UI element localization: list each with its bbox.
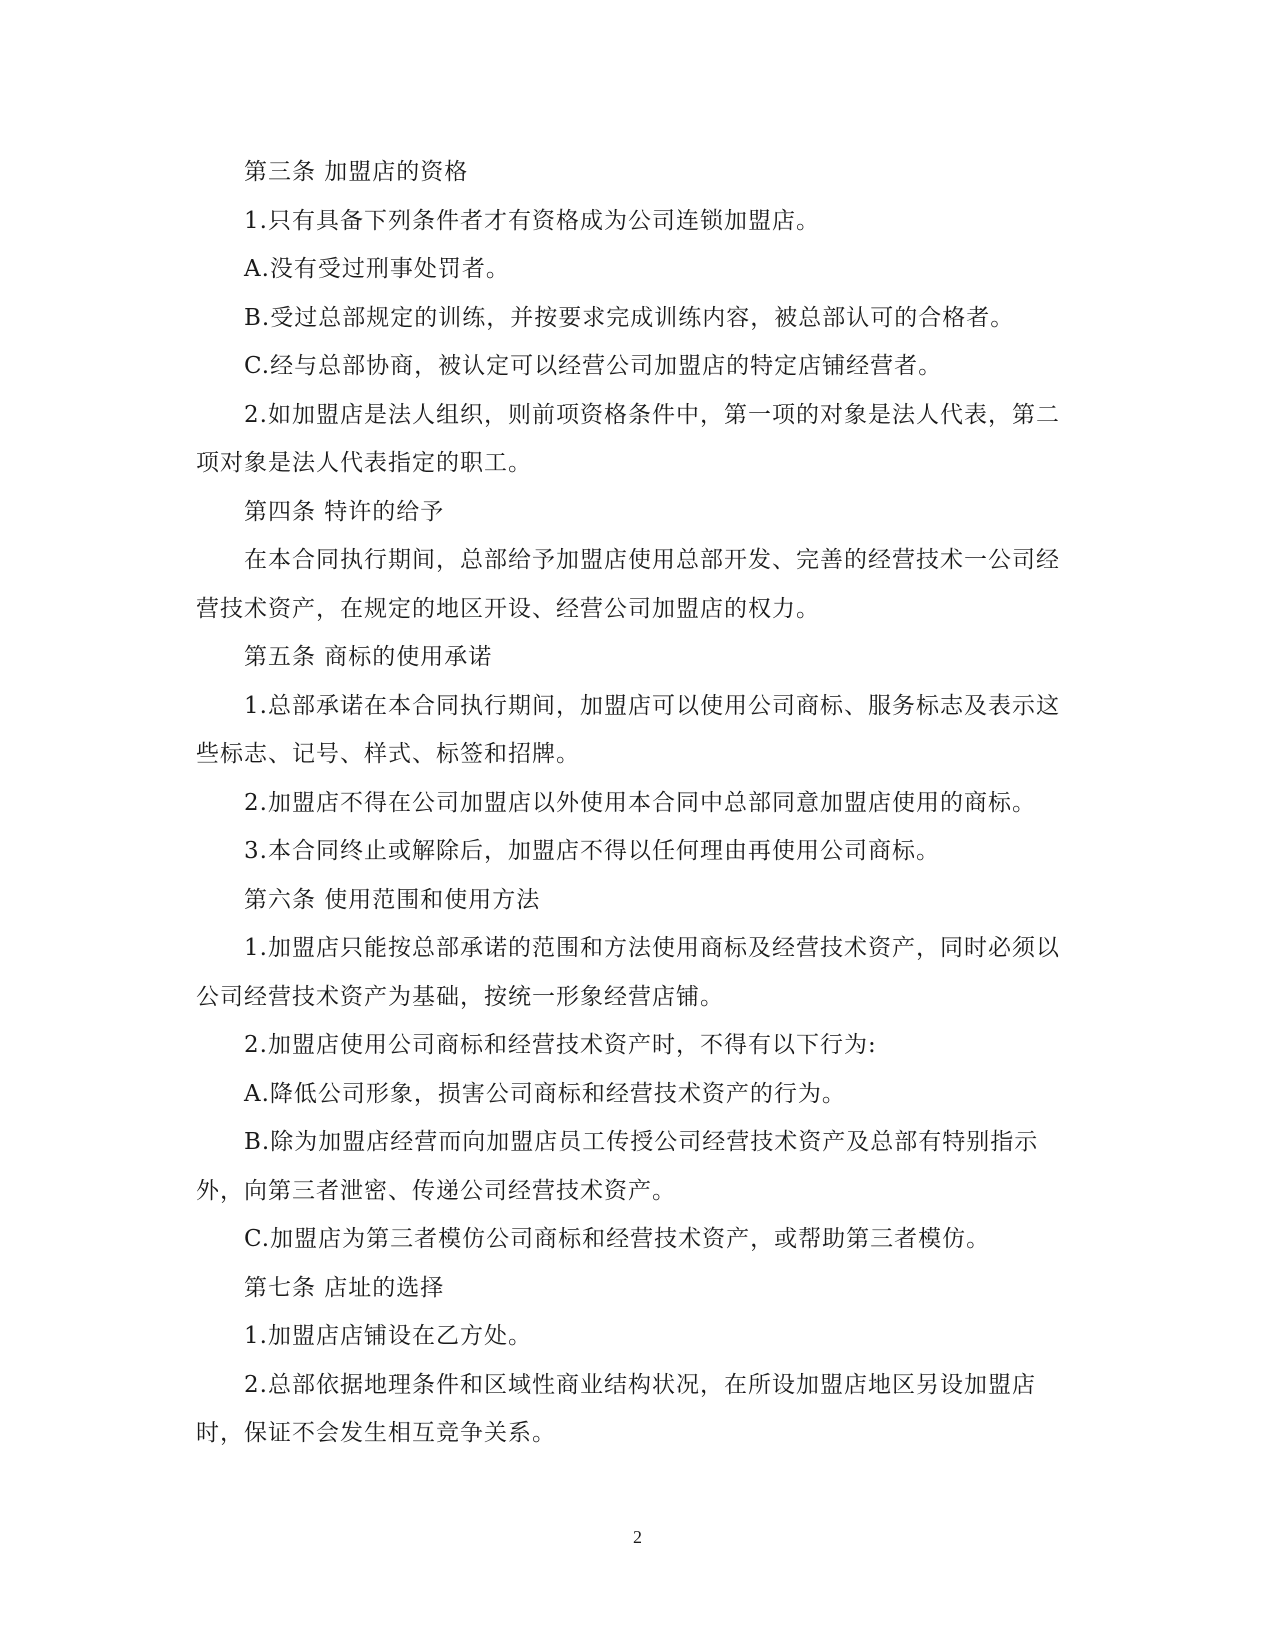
page-number: 2 (633, 1527, 642, 1547)
paragraph: C.经与总部协商，被认定可以经营公司加盟店的特定店铺经营者。 (244, 353, 943, 379)
article-4-heading: 第四条 特许的给予 (244, 498, 445, 525)
article-5-heading: 第五条 商标的使用承诺 (244, 644, 493, 670)
paragraph: 2.加盟店不得在公司加盟店以外使用本合同中总部同意加盟店使用的商标。 (244, 789, 1036, 816)
paragraph: B.受过总部规定的训练，并按要求完成训练内容，被总部认可的合格者。 (244, 304, 1015, 331)
document-body (196, 148, 1076, 1458)
paragraph: 3.本合同终止或解除后，加盟店不得以任何理由再使用公司商标。 (244, 838, 940, 864)
paragraph: B.除为加盟店经营而向加盟店员工传授公司经营技术资产及总部有特别指示外，向第三者泄密、传递公司经营技术资产。 (196, 1129, 1039, 1204)
paragraph: 1.加盟店店铺设在乙方处。 (244, 1323, 532, 1349)
paragraph: 1.加盟店只能按总部承诺的范围和方法使用商标及经营技术资产，同时必须以公司经营技术资产为基础，按统一形象经营店铺。 (196, 935, 1060, 1010)
paragraph: 2.如加盟店是法人组织，则前项资格条件中，第一项的对象是法人代表，第二项对象是法人代表指定的职工。 (196, 401, 1060, 476)
paragraph: 2.加盟店使用公司商标和经营技术资产时，不得有以下行为: (244, 1032, 877, 1058)
paragraph: C.加盟店为第三者模仿公司商标和经营技术资产，或帮助第三者模仿。 (244, 1226, 991, 1252)
paragraph: A.没有受过刑事处罚者。 (244, 256, 510, 282)
article-6-heading: 第六条 使用范围和使用方法 (244, 886, 541, 913)
paragraph: 1.总部承诺在本合同执行期间，加盟店可以使用公司商标、服务标志及表示这些标志、记号、样式、标签和招牌。 (196, 692, 1060, 767)
paragraph: 2.总部依据地理条件和区域性商业结构状况，在所设加盟店地区另设加盟店时，保证不会发生相互竞争关系。 (196, 1371, 1036, 1446)
paragraph: A.降低公司形象，损害公司商标和经营技术资产的行为。 (244, 1080, 846, 1107)
paragraph: 在本合同执行期间，总部给予加盟店使用总部开发、完善的经营技术一公司经营技术资产，在规定的地区开设、经营公司加盟店的权力。 (196, 547, 1060, 622)
article-7-heading: 第七条 店址的选择 (244, 1274, 445, 1301)
paragraph: 1.只有具备下列条件者才有资格成为公司连锁加盟店。 (244, 207, 820, 234)
article-3-heading: 第三条 加盟店的资格 (244, 159, 469, 185)
